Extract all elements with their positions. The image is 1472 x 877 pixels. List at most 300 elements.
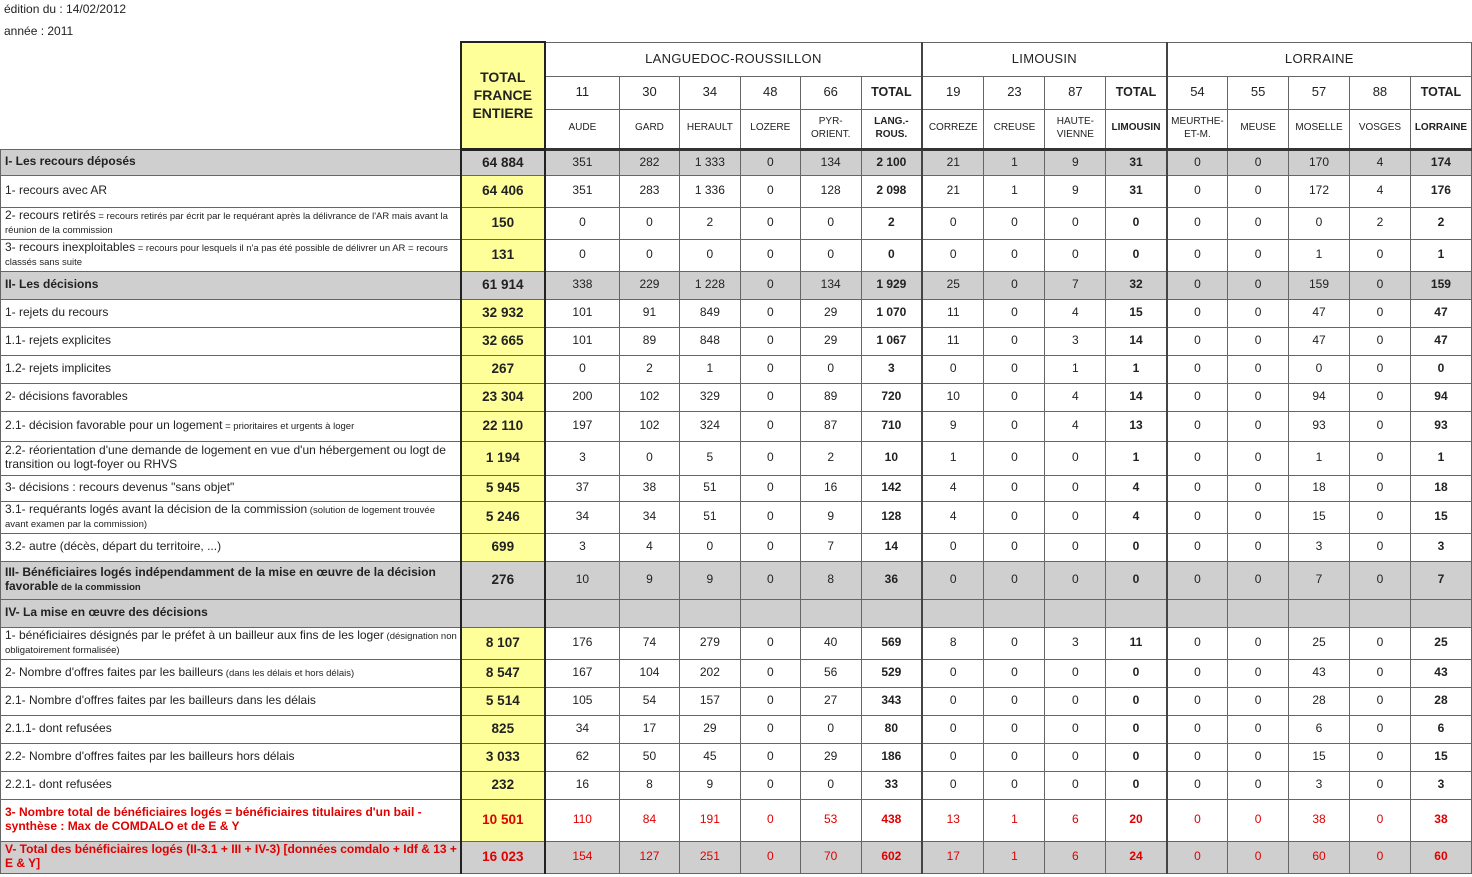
value-cell: 0 (984, 533, 1045, 561)
total-france-cell: 5 514 (461, 687, 545, 715)
value-cell: 0 (1167, 299, 1228, 327)
region-total-cell: 0 (1106, 659, 1167, 687)
row-label-note: (désignation non obligatoirement formalisée) (5, 631, 457, 656)
value-cell: 0 (922, 659, 984, 687)
table-row (1, 599, 1472, 627)
value-cell: 159 (1289, 271, 1350, 299)
region-total-cell: 2 098 (861, 175, 922, 207)
value-cell: 89 (800, 383, 861, 411)
value-cell: 0 (1289, 355, 1350, 383)
value-cell: 0 (1167, 771, 1228, 799)
value-cell: 283 (620, 175, 680, 207)
value-cell: 0 (1289, 207, 1350, 239)
table-row (1, 771, 1472, 799)
region-total-cell: 1 (1410, 239, 1471, 271)
region-total-cell: 43 (1410, 659, 1471, 687)
dept-name-cell: PYR-ORIENT. (800, 109, 861, 149)
value-cell: 6 (1289, 715, 1350, 743)
row-label-text: III- Bénéficiaires logés indépendamment de la mise en œuvre de la décision favorable (5, 565, 436, 593)
value-cell: 0 (984, 627, 1045, 659)
value-cell: 0 (740, 533, 800, 561)
value-cell: 0 (740, 627, 800, 659)
value-cell: 60 (1289, 841, 1350, 873)
row-label-text: I- Les recours déposés (5, 154, 136, 169)
row-label-text: 2- Nombre d'offres faites par les bailleurs (5, 665, 224, 680)
total-france-cell: 61 914 (461, 271, 545, 299)
value-cell: 0 (922, 207, 984, 239)
dept-name-cell: LIMOUSIN (1106, 109, 1167, 149)
value-cell: 11 (922, 299, 984, 327)
edition-date: édition du : 14/02/2012 (4, 2, 127, 16)
value-cell: 0 (1228, 841, 1289, 873)
value-cell: 4 (922, 501, 984, 533)
value-cell: 15 (1289, 501, 1350, 533)
region-total-cell: 174 (1410, 149, 1471, 175)
dept-code-cell: 11 (545, 76, 620, 109)
row-label (1, 239, 461, 271)
total-france-cell: 32 932 (461, 299, 545, 327)
dept-code-cell: 48 (740, 76, 800, 109)
value-cell: 0 (922, 561, 984, 599)
row-label-text: 1- rejets du recours (5, 305, 109, 320)
value-cell: 25 (922, 271, 984, 299)
row-label-text: 1.1- rejets explicites (5, 333, 112, 348)
table-row (1, 207, 1472, 239)
value-cell: 0 (1228, 743, 1289, 771)
value-cell (679, 599, 740, 627)
value-cell: 0 (1349, 715, 1410, 743)
region-header-languedoc: LANGUEDOC-ROUSSILLON (545, 42, 922, 76)
row-label-text: 2.1.1- dont refusées (5, 721, 112, 736)
total-france-cell: 276 (461, 561, 545, 599)
report-year: année : 2011 (4, 24, 74, 38)
region-total-cell: 0 (1106, 771, 1167, 799)
value-cell: 0 (1349, 411, 1410, 441)
table-row (1, 659, 1472, 687)
value-cell: 3 (545, 533, 620, 561)
value-cell: 0 (679, 533, 740, 561)
row-label (1, 383, 461, 411)
value-cell: 0 (800, 715, 861, 743)
table-row (1, 355, 1472, 383)
value-cell: 0 (800, 355, 861, 383)
row-label (1, 799, 461, 841)
value-cell (922, 599, 984, 627)
value-cell: 0 (1045, 715, 1106, 743)
table-row (1, 383, 1472, 411)
value-cell: 16 (800, 475, 861, 501)
value-cell: 848 (679, 327, 740, 355)
value-cell (1289, 599, 1350, 627)
dept-name-cell: GARD (620, 109, 680, 149)
value-cell: 0 (740, 561, 800, 599)
total-france-cell: 232 (461, 771, 545, 799)
value-cell: 0 (1167, 627, 1228, 659)
table-row (1, 743, 1472, 771)
value-cell: 70 (800, 841, 861, 873)
value-cell: 0 (1167, 561, 1228, 599)
dept-code-cell: 88 (1349, 76, 1410, 109)
value-cell: 176 (545, 627, 620, 659)
value-cell: 849 (679, 299, 740, 327)
row-label (1, 355, 461, 383)
region-total-cell: 36 (861, 561, 922, 599)
value-cell: 91 (620, 299, 680, 327)
value-cell: 4 (1045, 383, 1106, 411)
region-total-cell (1410, 599, 1471, 627)
value-cell: 0 (740, 771, 800, 799)
value-cell: 200 (545, 383, 620, 411)
value-cell: 5 (679, 441, 740, 475)
row-label (1, 271, 461, 299)
value-cell: 0 (740, 441, 800, 475)
region-total-cell: 15 (1410, 743, 1471, 771)
region-total-cell: 602 (861, 841, 922, 873)
value-cell: 9 (679, 561, 740, 599)
region-total-cell: 14 (1106, 327, 1167, 355)
value-cell: 0 (922, 239, 984, 271)
value-cell: 47 (1289, 327, 1350, 355)
row-label (1, 299, 461, 327)
total-france-cell: 5 246 (461, 501, 545, 533)
value-cell: 0 (1349, 561, 1410, 599)
value-cell: 0 (1045, 207, 1106, 239)
value-cell: 10 (922, 383, 984, 411)
value-cell: 0 (1045, 659, 1106, 687)
value-cell: 0 (740, 355, 800, 383)
table-row (1, 327, 1472, 355)
value-cell: 0 (740, 239, 800, 271)
dept-code-cell: 23 (984, 76, 1045, 109)
total-france-cell: 22 110 (461, 411, 545, 441)
value-cell: 0 (740, 841, 800, 873)
value-cell: 25 (1289, 627, 1350, 659)
dept-name-cell: HERAULT (679, 109, 740, 149)
value-cell: 170 (1289, 149, 1350, 175)
value-cell: 0 (1228, 771, 1289, 799)
row-label (1, 207, 461, 239)
value-cell: 45 (679, 743, 740, 771)
value-cell: 0 (545, 207, 620, 239)
value-cell: 0 (984, 441, 1045, 475)
value-cell: 0 (984, 475, 1045, 501)
value-cell: 34 (620, 501, 680, 533)
dept-code-cell: 19 (922, 76, 984, 109)
region-total-cell: 2 100 (861, 149, 922, 175)
region-total-cell: 14 (1106, 383, 1167, 411)
row-label (1, 533, 461, 561)
value-cell: 202 (679, 659, 740, 687)
region-total-cell: 128 (861, 501, 922, 533)
value-cell (620, 599, 680, 627)
value-cell: 101 (545, 299, 620, 327)
value-cell (800, 599, 861, 627)
dept-name-cell: LOZERE (740, 109, 800, 149)
value-cell: 74 (620, 627, 680, 659)
value-cell: 0 (740, 149, 800, 175)
value-cell: 0 (740, 687, 800, 715)
value-cell: 0 (1167, 383, 1228, 411)
region-total-cell: 529 (861, 659, 922, 687)
value-cell: 0 (1228, 207, 1289, 239)
value-cell: 0 (984, 771, 1045, 799)
row-label-text: 3- recours inexploitables (5, 240, 136, 255)
value-cell: 7 (1289, 561, 1350, 599)
value-cell: 62 (545, 743, 620, 771)
region-total-cell: 4 (1106, 475, 1167, 501)
region-total-cell: 47 (1410, 327, 1471, 355)
region-total-cell (861, 599, 922, 627)
value-cell: 0 (984, 355, 1045, 383)
value-cell: 2 (620, 355, 680, 383)
value-cell: 134 (800, 149, 861, 175)
value-cell: 0 (984, 271, 1045, 299)
value-cell: 0 (1349, 239, 1410, 271)
region-total-cell: 14 (861, 533, 922, 561)
value-cell: 0 (1045, 771, 1106, 799)
region-total-cell: 31 (1106, 149, 1167, 175)
value-cell (1045, 599, 1106, 627)
value-cell: 0 (1167, 411, 1228, 441)
value-cell: 0 (740, 327, 800, 355)
row-label (1, 715, 461, 743)
region-total-cell: 0 (1410, 355, 1471, 383)
value-cell: 54 (620, 687, 680, 715)
row-label-text: 2- décisions favorables (5, 389, 128, 404)
value-cell: 0 (1045, 743, 1106, 771)
value-cell: 0 (1167, 475, 1228, 501)
table-row (1, 271, 1472, 299)
value-cell: 0 (740, 715, 800, 743)
region-total-cell: 0 (1106, 533, 1167, 561)
dept-code-cell: 57 (1289, 76, 1350, 109)
value-cell: 0 (1228, 411, 1289, 441)
row-label-text: 1.2- rejets implicites (5, 361, 112, 376)
value-cell: 0 (1228, 627, 1289, 659)
region-total-cell: 1 929 (861, 271, 922, 299)
value-cell: 1 (1289, 239, 1350, 271)
value-cell: 0 (1167, 441, 1228, 475)
value-cell: 0 (984, 743, 1045, 771)
total-france-cell: 131 (461, 239, 545, 271)
value-cell: 51 (679, 501, 740, 533)
region-total-cell: 33 (861, 771, 922, 799)
value-cell: 0 (1349, 533, 1410, 561)
value-cell: 43 (1289, 659, 1350, 687)
value-cell: 0 (1349, 687, 1410, 715)
value-cell: 7 (1045, 271, 1106, 299)
value-cell: 0 (1228, 441, 1289, 475)
value-cell: 38 (1289, 799, 1350, 841)
region-header-lorraine: LORRAINE (1167, 42, 1472, 76)
value-cell (1228, 599, 1289, 627)
row-label-text: 3- décisions : recours devenus "sans objet" (5, 480, 235, 495)
row-label (1, 771, 461, 799)
value-cell: 16 (545, 771, 620, 799)
value-cell: 84 (620, 799, 680, 841)
region-total-cell: 1 070 (861, 299, 922, 327)
value-cell: 229 (620, 271, 680, 299)
region-total-cell: 1 067 (861, 327, 922, 355)
region-total-cell: 32 (1106, 271, 1167, 299)
value-cell: 0 (984, 239, 1045, 271)
value-cell: 40 (800, 627, 861, 659)
row-label-text: 3- Nombre total de bénéficiaires logés = bénéficiaires titulaires d'un bail - synthèse : Max de COMDALO et de E & Y (5, 805, 422, 833)
row-label-note: (dans les délais et hors délais) (223, 668, 355, 680)
value-cell: 0 (740, 175, 800, 207)
value-cell: 0 (800, 239, 861, 271)
value-cell: 29 (679, 715, 740, 743)
value-cell: 154 (545, 841, 620, 873)
region-total-cell: 0 (1106, 561, 1167, 599)
total-france-cell: 150 (461, 207, 545, 239)
value-cell: 0 (1167, 355, 1228, 383)
row-label (1, 561, 461, 599)
value-cell: 2 (800, 441, 861, 475)
value-cell: 0 (1228, 327, 1289, 355)
value-cell: 34 (545, 715, 620, 743)
row-label-text: IV- La mise en œuvre des décisions (5, 605, 208, 620)
value-cell: 0 (984, 715, 1045, 743)
total-france-cell: 32 665 (461, 327, 545, 355)
value-cell: 0 (1228, 271, 1289, 299)
region-total-cell: 38 (1410, 799, 1471, 841)
value-cell: 0 (1167, 799, 1228, 841)
value-cell: 87 (800, 411, 861, 441)
total-france-cell: 8 107 (461, 627, 545, 659)
value-cell: 21 (922, 175, 984, 207)
value-cell: 1 (984, 175, 1045, 207)
region-total-cell: 2 (861, 207, 922, 239)
total-france-cell: 16 023 (461, 841, 545, 873)
value-cell: 18 (1289, 475, 1350, 501)
region-total-cell: 3 (1410, 533, 1471, 561)
region-total-cell: 20 (1106, 799, 1167, 841)
region-total-cell: 7 (1410, 561, 1471, 599)
total-france-cell: 8 547 (461, 659, 545, 687)
value-cell: 0 (1167, 743, 1228, 771)
value-cell: 0 (1349, 271, 1410, 299)
region-total-cell: 569 (861, 627, 922, 659)
value-cell: 0 (1167, 533, 1228, 561)
value-cell (740, 599, 800, 627)
dept-name-cell: CORREZE (922, 109, 984, 149)
value-cell: 251 (679, 841, 740, 873)
value-cell: 0 (1228, 475, 1289, 501)
total-france-cell: 825 (461, 715, 545, 743)
row-label (1, 327, 461, 355)
value-cell: 3 (1289, 771, 1350, 799)
value-cell: 38 (620, 475, 680, 501)
value-cell: 10 (545, 561, 620, 599)
region-total-cell: 13 (1106, 411, 1167, 441)
row-label-text: 2.2- réorientation d'une demande de logement en vue d'un hébergement ou logt de transition ou logt-foyer ou RHVS (5, 443, 446, 471)
value-cell: 89 (620, 327, 680, 355)
value-cell: 0 (740, 659, 800, 687)
value-cell: 127 (620, 841, 680, 873)
value-cell: 0 (1349, 501, 1410, 533)
value-cell: 3 (1045, 627, 1106, 659)
value-cell: 0 (1228, 299, 1289, 327)
region-total-cell: 18 (1410, 475, 1471, 501)
row-label-text: 2.2.1- dont refusées (5, 777, 112, 792)
region-total-cell: 142 (861, 475, 922, 501)
value-cell: 9 (922, 411, 984, 441)
value-cell: 11 (922, 327, 984, 355)
value-cell: 4 (1349, 149, 1410, 175)
total-france-cell: 10 501 (461, 799, 545, 841)
value-cell: 0 (740, 299, 800, 327)
value-cell: 9 (800, 501, 861, 533)
value-cell: 351 (545, 149, 620, 175)
value-cell: 17 (922, 841, 984, 873)
value-cell: 0 (1349, 475, 1410, 501)
value-cell: 157 (679, 687, 740, 715)
value-cell: 0 (1349, 355, 1410, 383)
row-label-text: II- Les décisions (5, 277, 99, 292)
value-cell (1167, 599, 1228, 627)
value-cell: 0 (740, 207, 800, 239)
total-france-cell: 23 304 (461, 383, 545, 411)
region-total-cell: 720 (861, 383, 922, 411)
total-france-header: TOTAL FRANCE ENTIERE (461, 42, 545, 149)
table-row (1, 475, 1472, 501)
row-label-text: 2.1- Nombre d'offres faites par les bailleurs dans les délais (5, 693, 316, 708)
total-france-cell: 267 (461, 355, 545, 383)
table-row (1, 561, 1472, 599)
value-cell: 4 (1045, 411, 1106, 441)
value-cell: 6 (1045, 799, 1106, 841)
region-total-cell: 0 (1106, 715, 1167, 743)
value-cell: 0 (800, 771, 861, 799)
region-total-cell: 1 (1106, 355, 1167, 383)
region-total-cell: 0 (861, 239, 922, 271)
value-cell: 0 (1349, 383, 1410, 411)
region-total-cell: 3 (861, 355, 922, 383)
dept-code-cell: 34 (679, 76, 740, 109)
row-label (1, 687, 461, 715)
table-row (1, 441, 1472, 475)
value-cell: 338 (545, 271, 620, 299)
value-cell: 0 (1349, 441, 1410, 475)
value-cell: 17 (620, 715, 680, 743)
table-row (1, 627, 1472, 659)
value-cell: 0 (740, 383, 800, 411)
dept-code-cell: 55 (1228, 76, 1289, 109)
value-cell: 0 (545, 355, 620, 383)
value-cell: 0 (984, 659, 1045, 687)
value-cell (984, 599, 1045, 627)
value-cell: 1 333 (679, 149, 740, 175)
value-cell: 94 (1289, 383, 1350, 411)
region-total-cell: 0 (1106, 743, 1167, 771)
value-cell: 0 (1349, 659, 1410, 687)
region-total-cell: 159 (1410, 271, 1471, 299)
value-cell: 0 (984, 207, 1045, 239)
row-label (1, 627, 461, 659)
value-cell: 0 (740, 799, 800, 841)
value-cell: 0 (1167, 659, 1228, 687)
value-cell: 0 (800, 207, 861, 239)
region-total-cell: 2 (1410, 207, 1471, 239)
dept-name-cell: MOSELLE (1289, 109, 1350, 149)
value-cell: 0 (740, 411, 800, 441)
value-cell: 0 (1045, 475, 1106, 501)
row-label-text: 3.1- requérants logés avant la décision de la commission (5, 502, 308, 517)
value-cell: 29 (800, 299, 861, 327)
value-cell: 28 (1289, 687, 1350, 715)
value-cell: 34 (545, 501, 620, 533)
